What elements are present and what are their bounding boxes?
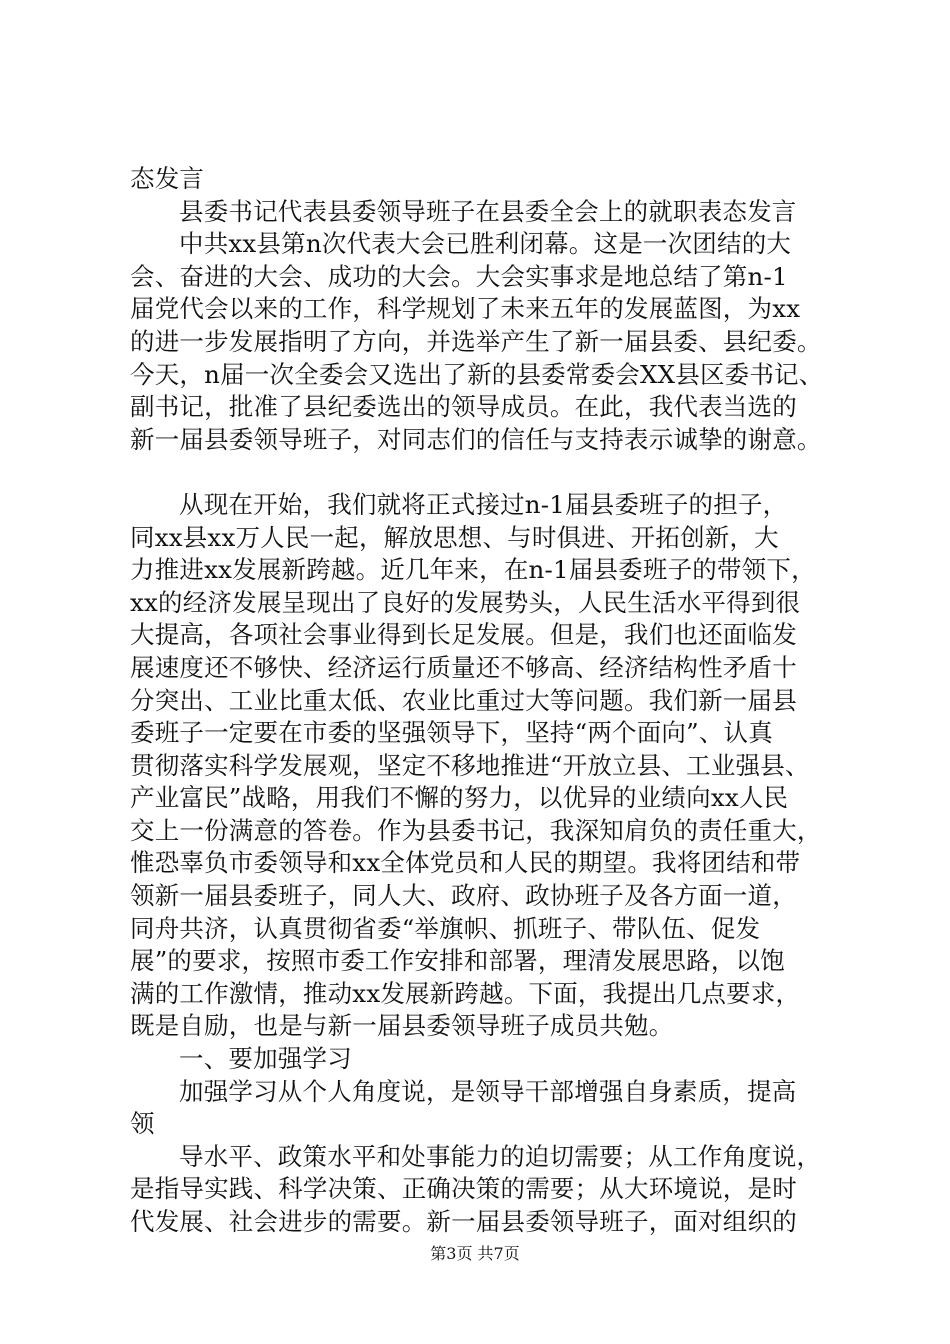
text-line: 既是自励，也是与新一届县委领导班子成员共勉。 [130,1011,674,1041]
text-line: 是指导实践、科学决策、正确决策的需要；从大环境说，是时 [130,1174,797,1204]
text-line: 展速度还不够快、经济运行质量还不够高、经济结构性矛盾十 [130,652,797,682]
text-line: 中共xx县第n次代表大会已胜利闭幕。这是一次团结的大 [179,229,792,259]
blank-line [130,456,850,489]
text-line: 代发展、社会进步的需要。新一届县委领导班子，面对组织的 [130,1207,797,1236]
document-body [130,163,850,1239]
text-line: 交上一份满意的答卷。作为县委书记，我深知肩负的责任重大， [130,815,822,845]
text-line: 惟恐辜负市委领导和xx全体党员和人民的期望。我将团结和带 [130,848,801,878]
text-line: 贯彻落实科学发展观，坚定不移地推进“开放立县、工业强县、 [130,750,810,780]
text-line: 展”的要求，按照市委工作安排和部署，理清发展思路，以饱 [130,946,785,976]
text-line: 加强学习从个人角度说，是领导干部增强自身素质，提高 [179,1076,797,1106]
text-line: 县委书记代表县委领导班子在县委全会上的就职表态发言 [179,196,797,226]
text-line: 从现在开始，我们就将正式接过n-1届县委班子的担子， [179,489,788,519]
text-line: xx的经济发展呈现出了良好的发展势头，人民生活水平得到很 [130,587,801,617]
text-line: 的进一步发展指明了方向，并选举产生了新一届县委、县纪委。 [130,326,822,356]
text-line: 力推进xx发展新跨越。近几年来，在n-1届县委班子的带领下， [130,555,816,585]
text-line: 同舟共济，认真贯彻省委“举旗帜、抓班子、带队伍、促发 [130,913,761,943]
text-line: 产业富民”战略，用我们不懈的努力，以优异的业绩向xx人民 [130,783,789,813]
page-footer: 第3页 共7页 [430,1244,520,1263]
text-line: 满的工作激情，推动xx发展新跨越。下面，我提出几点要求， [130,978,801,1008]
text-line: 会、奋进的大会、成功的大会。大会实事求是地总结了第n-1 [130,261,788,291]
text-line: 领 [130,1109,155,1139]
text-line: 一、要加强学习 [179,1044,352,1074]
text-line: 领新一届县委班子，同人大、政府、政协班子及各方面一道， [130,881,797,911]
text-line: 委班子一定要在市委的坚强领导下，坚持“两个面向”、认真 [130,718,773,748]
text-line: 同xx县xx万人民一起，解放思想、与时俱进、开拓创新，大 [130,522,779,552]
text-line: 分突出、工业比重太低、农业比重过大等问题。我们新一届县 [130,685,797,715]
text-line: 导水平、政策水平和处事能力的迫切需要；从工作角度说， [179,1141,822,1171]
text-line: 大提高，各项社会事业得到长足发展。但是，我们也还面临发 [130,620,797,650]
text-line: 态发言 [130,164,205,193]
text-line: 今天，n届一次全委会又选出了新的县委常委会XX县区委书记、 [130,359,824,389]
text-line: 副书记，批准了县纪委选出的领导成员。在此，我代表当选的 [130,392,797,422]
text-line: 届党代会以来的工作，科学规划了未来五年的发展蓝图，为xx [130,294,801,324]
text-line: 新一届县委领导班子，对同志们的信任与支持表示诚挚的谢意。 [130,424,822,454]
